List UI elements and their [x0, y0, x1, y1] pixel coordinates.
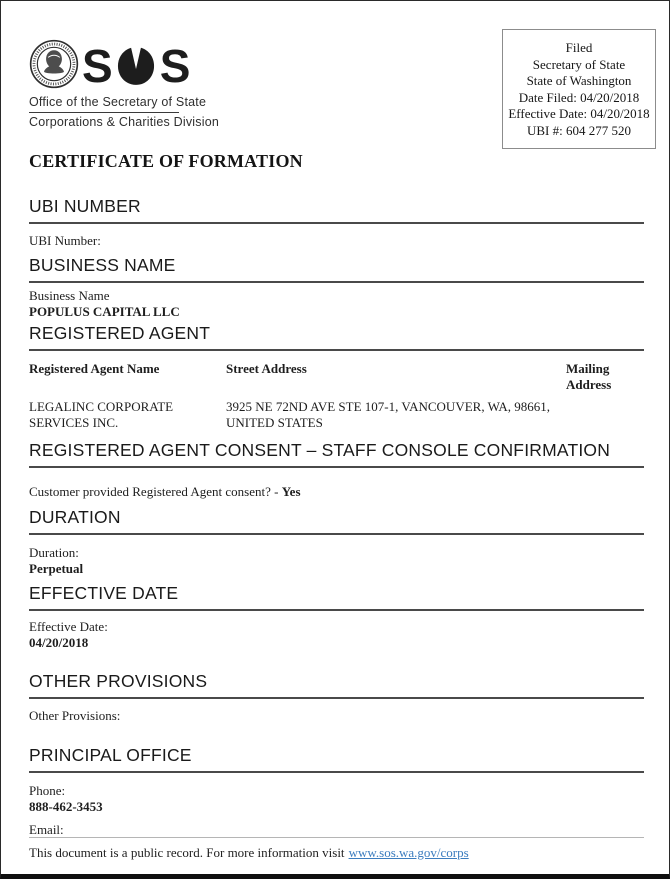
section-heading-other-provisions: OTHER PROVISIONS	[29, 671, 644, 699]
sos-letter-s2: S	[159, 40, 190, 92]
document-footer	[29, 837, 644, 861]
footer-link[interactable]: www.sos.wa.gov/corps	[348, 845, 469, 860]
stamp-ubi: UBI #: 604 277 520	[527, 122, 631, 138]
agent-col-header-mailing: Mailing Address	[566, 361, 612, 392]
phone-label: Phone:	[29, 783, 66, 798]
sos-letter-s1: S	[82, 40, 112, 92]
effective-date-value: 04/20/2018	[29, 635, 89, 650]
duration-label: Duration:	[29, 545, 79, 560]
section-heading-agent-consent: REGISTERED AGENT CONSENT – STAFF CONSOLE CONFIRMATION	[29, 440, 644, 468]
stamp-state: State of Washington	[526, 73, 632, 88]
business-name-label: Business Name	[29, 288, 110, 303]
stamp-secretary: Secretary of State	[532, 56, 626, 72]
agent-name-value: LEGALINC CORPORATE SERVICES INC.	[29, 399, 174, 430]
consent-answer: Yes	[281, 484, 301, 499]
agent-col-header-name: Registered Agent Name	[29, 361, 160, 376]
effective-date-label: Effective Date:	[29, 619, 108, 634]
stamp-effective-date: Effective Date: 04/20/2018	[508, 106, 650, 121]
sos-logo	[29, 39, 219, 129]
duration-value: Perpetual	[29, 561, 84, 576]
other-provisions-label: Other Provisions:	[29, 708, 121, 723]
section-heading-business-name: BUSINESS NAME	[29, 255, 644, 283]
washington-seal-icon	[29, 39, 79, 94]
agent-mailing-value	[566, 399, 644, 431]
document-header	[29, 29, 650, 138]
agent-col-header-street: Street Address	[226, 361, 307, 376]
registered-agent-table	[29, 361, 644, 431]
filing-stamp	[502, 29, 656, 149]
business-name-value: POPULUS CAPITAL LLC	[29, 304, 180, 319]
section-heading-duration: DURATION	[29, 507, 644, 535]
stamp-date-filed: Date Filed: 04/20/2018	[518, 89, 640, 105]
phone-value: 888-462-3453	[29, 799, 103, 814]
ubi-number-label: UBI Number:	[29, 233, 101, 248]
section-heading-principal-office: PRINCIPAL OFFICE	[29, 745, 644, 773]
sos-logo-mark	[29, 39, 219, 93]
stamp-filed: Filed	[565, 40, 593, 55]
page-title: CERTIFICATE OF FORMATION	[29, 151, 303, 171]
agent-street-value: 3925 NE 72ND AVE STE 107-1, VANCOUVER, WA, 98661, UNITED STATES	[226, 399, 551, 430]
email-label: Email:	[29, 822, 64, 837]
footer-text: This document is a public record. For more information visit	[29, 845, 345, 860]
sos-o-glyph-icon	[115, 41, 157, 92]
logo-divider	[29, 112, 179, 113]
consent-line	[29, 484, 644, 500]
logo-tagline-office: Office of the Secretary of State	[29, 95, 207, 109]
section-heading-ubi-number: UBI NUMBER	[29, 196, 644, 224]
section-heading-effective-date: EFFECTIVE DATE	[29, 583, 644, 611]
consent-question: Customer provided Registered Agent consent? -	[29, 484, 279, 499]
section-heading-registered-agent: REGISTERED AGENT	[29, 323, 644, 351]
logo-tagline-division: Corporations & Charities Division	[29, 115, 220, 129]
